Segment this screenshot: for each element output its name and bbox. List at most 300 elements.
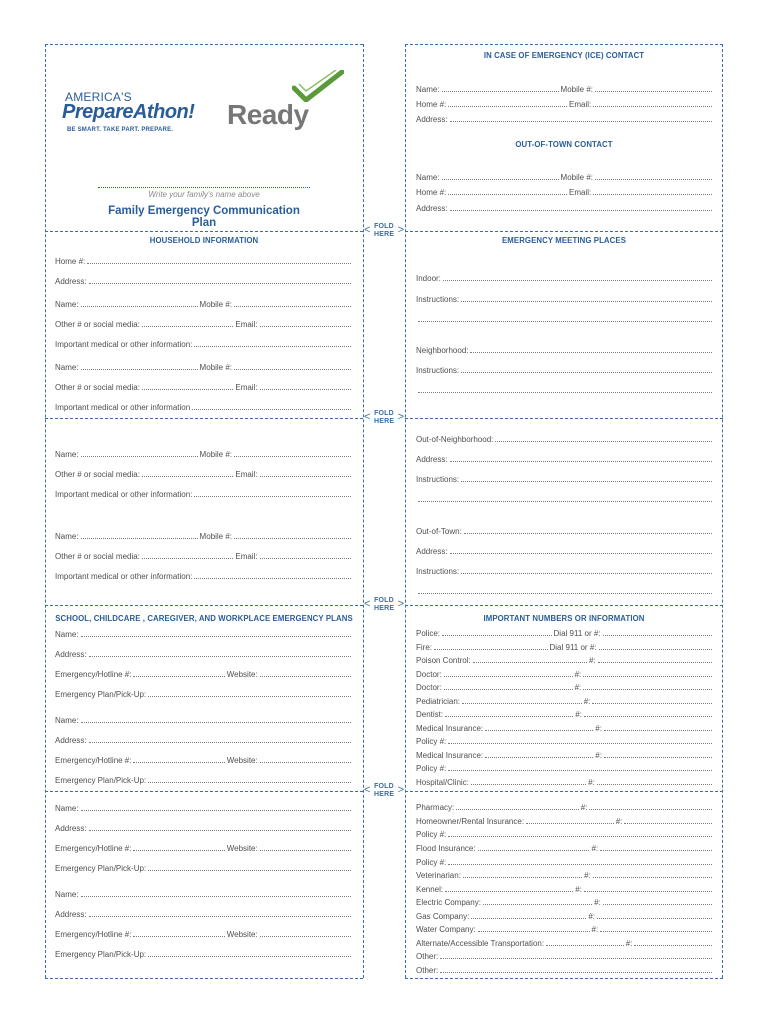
field-label: Other # or social media: xyxy=(55,320,140,329)
school-plan-row[interactable] xyxy=(55,774,353,785)
field-label: Other # or social media: xyxy=(55,470,140,479)
field-label: #: xyxy=(615,817,623,826)
member-medical-row[interactable] xyxy=(55,338,353,349)
field-label: Hospital/Clinic: xyxy=(416,778,469,787)
website-field[interactable] xyxy=(260,935,351,937)
household-home-row[interactable] xyxy=(55,255,353,266)
field-label: #: xyxy=(588,912,596,921)
address-field[interactable] xyxy=(89,282,351,284)
field-label: Instructions: xyxy=(416,567,460,576)
instructions-row[interactable] xyxy=(416,473,714,484)
school-hotline-row[interactable] xyxy=(55,754,353,765)
left-top-border xyxy=(45,44,363,45)
field-label: #: xyxy=(588,778,595,787)
plan-title: Family Emergency Communication Plan xyxy=(108,205,300,229)
social-media-field[interactable] xyxy=(142,475,233,477)
school-name-row[interactable] xyxy=(55,888,353,899)
instructions-field[interactable] xyxy=(461,480,712,482)
fold-label: HERE xyxy=(374,605,395,612)
school-address-row[interactable] xyxy=(55,734,353,745)
member-other-row[interactable] xyxy=(55,318,353,329)
field-label: Policy #: xyxy=(416,764,447,773)
email-field[interactable] xyxy=(593,193,712,195)
name-field[interactable] xyxy=(81,305,198,307)
out-neighborhood-row[interactable] xyxy=(416,433,714,444)
other-field[interactable] xyxy=(440,971,712,973)
field-label: Address: xyxy=(416,204,448,213)
home-phone-field[interactable] xyxy=(448,105,567,107)
field-label: #: xyxy=(591,844,599,853)
member-other-row[interactable] xyxy=(55,468,353,479)
email-field[interactable] xyxy=(593,105,712,107)
ready-checkmark-icon xyxy=(292,70,344,102)
field-label: #: xyxy=(595,724,602,733)
field-label: Important medical or other information xyxy=(55,403,191,412)
oot-address-row[interactable] xyxy=(416,202,714,213)
home-phone-field[interactable] xyxy=(448,193,567,195)
member-name-row[interactable] xyxy=(55,361,353,372)
name-field[interactable] xyxy=(81,455,198,457)
ice-address-row[interactable] xyxy=(416,113,714,124)
home-phone-field[interactable] xyxy=(87,262,351,264)
americas-logo-text: AMERICA'S xyxy=(65,90,132,104)
fold-label: FOLD xyxy=(374,410,394,417)
field-label: Email: xyxy=(235,470,258,479)
pediatrician-number-field[interactable] xyxy=(592,702,712,704)
field-label: Other: xyxy=(416,952,439,961)
homeowner-insurance-row[interactable] xyxy=(416,815,714,826)
hotline-field[interactable] xyxy=(133,849,224,851)
hotline-field[interactable] xyxy=(133,675,224,677)
poison-field[interactable] xyxy=(473,661,587,663)
address-field[interactable] xyxy=(89,915,351,917)
family-name-hint: Write your family's name above xyxy=(148,190,260,199)
field-label: #: xyxy=(589,656,596,665)
gas-row[interactable] xyxy=(416,910,714,921)
instructions-field[interactable] xyxy=(418,391,712,393)
field-label: Doctor: xyxy=(416,670,442,679)
email-field[interactable] xyxy=(260,325,351,327)
family-name-line[interactable] xyxy=(98,187,310,188)
hospital-field[interactable] xyxy=(471,783,586,785)
field-label: Name: xyxy=(55,450,79,459)
field-label: Emergency Plan/Pick-Up: xyxy=(55,950,147,959)
out-neighborhood-field[interactable] xyxy=(495,440,712,442)
instructions-field[interactable] xyxy=(418,592,712,594)
instructions-row[interactable] xyxy=(416,293,714,304)
household-info-title: HOUSEHOLD INFORMATION xyxy=(149,236,259,245)
field-label: Name: xyxy=(416,173,440,182)
field-label: Address: xyxy=(416,115,448,124)
alt-transport-row[interactable] xyxy=(416,937,714,948)
instructions-row[interactable] xyxy=(416,364,714,375)
left-inner-border xyxy=(363,44,364,978)
field-label: #: xyxy=(583,697,591,706)
hotline-field[interactable] xyxy=(133,935,224,937)
fold-here-marker xyxy=(364,781,404,803)
fold-line xyxy=(45,231,363,232)
school-plans-title: SCHOOL, CHILDCARE , CAREGIVER, AND WORKPLACE EMERGENCY PLANS xyxy=(55,614,353,623)
policy-row[interactable] xyxy=(416,828,714,839)
insurance-number-field[interactable] xyxy=(604,756,712,758)
fold-here-marker xyxy=(364,595,404,617)
field-label: Email: xyxy=(235,383,258,392)
insurance-field[interactable] xyxy=(485,729,593,731)
left-bottom-border xyxy=(45,978,363,979)
pickup-plan-field[interactable] xyxy=(148,955,351,957)
doctor-row[interactable] xyxy=(416,681,714,692)
electric-row[interactable] xyxy=(416,896,714,907)
school-address-row[interactable] xyxy=(55,908,353,919)
transport-number-field[interactable] xyxy=(634,944,712,946)
field-label: Policy #: xyxy=(416,737,447,746)
field-label: Home #: xyxy=(55,257,86,266)
field-label: Fire: xyxy=(416,643,432,652)
pharmacy-field[interactable] xyxy=(456,808,579,810)
other-row[interactable] xyxy=(416,964,714,975)
mobile-field[interactable] xyxy=(595,178,712,180)
other-row[interactable] xyxy=(416,950,714,961)
member-other-row[interactable] xyxy=(55,381,353,392)
mobile-field[interactable] xyxy=(234,305,351,307)
name-field[interactable] xyxy=(442,178,559,180)
kennel-row[interactable] xyxy=(416,883,714,894)
flood-number-field[interactable] xyxy=(600,849,712,851)
school-hotline-row[interactable] xyxy=(55,928,353,939)
field-label: Name: xyxy=(55,804,79,813)
member-medical-row[interactable] xyxy=(55,401,353,412)
field-label: #: xyxy=(595,751,602,760)
field-label: Address: xyxy=(416,547,448,556)
social-media-field[interactable] xyxy=(142,388,233,390)
policy-field[interactable] xyxy=(448,742,712,744)
pediatrician-row[interactable] xyxy=(416,695,714,706)
homeowner-number-field[interactable] xyxy=(624,822,712,824)
mobile-field[interactable] xyxy=(234,455,351,457)
name-field[interactable] xyxy=(81,635,351,637)
field-label: Other: xyxy=(416,966,439,975)
important-numbers-title: IMPORTANT NUMBERS OR INFORMATION xyxy=(483,614,645,623)
mobile-field[interactable] xyxy=(234,537,351,539)
doctor-field[interactable] xyxy=(444,675,573,677)
indoor-row[interactable] xyxy=(416,272,714,283)
fire-number-field[interactable] xyxy=(599,648,713,650)
water-field[interactable] xyxy=(478,930,590,932)
field-label: Important medical or other information: xyxy=(55,340,193,349)
field-label: #: xyxy=(625,939,633,948)
field-label: Mobile #: xyxy=(560,85,594,94)
social-media-field[interactable] xyxy=(142,325,233,327)
address-row[interactable] xyxy=(416,545,714,556)
field-label: Home #: xyxy=(416,100,447,109)
doctor-row[interactable] xyxy=(416,668,714,679)
fold-arrow-right-icon: > xyxy=(397,784,404,796)
policy-row[interactable] xyxy=(416,735,714,746)
logo-tagline: BE SMART. TAKE PART. PREPARE. xyxy=(67,127,174,133)
vet-field[interactable] xyxy=(463,876,582,878)
out-of-town-field[interactable] xyxy=(464,532,712,534)
field-label: #: xyxy=(591,925,599,934)
field-label: #: xyxy=(574,670,582,679)
kennel-field[interactable] xyxy=(445,890,573,892)
field-label: Mobile #: xyxy=(199,300,233,309)
field-label: Address: xyxy=(416,455,448,464)
name-field[interactable] xyxy=(81,895,351,897)
field-label: Name: xyxy=(55,532,79,541)
email-field[interactable] xyxy=(260,475,351,477)
neighborhood-row[interactable] xyxy=(416,344,714,355)
name-field[interactable] xyxy=(81,537,198,539)
vet-number-field[interactable] xyxy=(593,876,712,878)
field-label: Website: xyxy=(226,756,258,765)
fold-line xyxy=(405,791,723,792)
water-row[interactable] xyxy=(416,923,714,934)
member-name-row[interactable] xyxy=(55,530,353,541)
hotline-field[interactable] xyxy=(133,761,224,763)
mobile-field[interactable] xyxy=(234,368,351,370)
doctor-number-field[interactable] xyxy=(583,688,712,690)
school-hotline-row[interactable] xyxy=(55,668,353,679)
website-field[interactable] xyxy=(260,849,351,851)
neighborhood-field[interactable] xyxy=(470,351,712,353)
pickup-plan-field[interactable] xyxy=(148,781,351,783)
medical-insurance-row[interactable] xyxy=(416,722,714,733)
doctor-field[interactable] xyxy=(444,688,573,690)
flood-insurance-row[interactable] xyxy=(416,842,714,853)
address-field[interactable] xyxy=(89,741,351,743)
school-plan-row[interactable] xyxy=(55,862,353,873)
instructions-field[interactable] xyxy=(461,572,712,574)
pharmacy-row[interactable] xyxy=(416,801,714,812)
electric-field[interactable] xyxy=(483,903,592,905)
fold-label: FOLD xyxy=(374,783,394,790)
gas-number-field[interactable] xyxy=(597,917,712,919)
school-plan-row[interactable] xyxy=(55,688,353,699)
mobile-field[interactable] xyxy=(595,90,712,92)
field-label: Website: xyxy=(226,930,258,939)
school-hotline-row[interactable] xyxy=(55,842,353,853)
school-address-row[interactable] xyxy=(55,822,353,833)
dentist-number-field[interactable] xyxy=(584,715,712,717)
field-label: Dial 911 or #: xyxy=(553,629,601,638)
field-label: Out-of-Neighborhood: xyxy=(416,435,494,444)
fold-arrow-left-icon: < xyxy=(364,411,371,423)
medical-info-field[interactable] xyxy=(192,408,351,410)
fire-row[interactable] xyxy=(416,641,714,652)
field-label: Mobile #: xyxy=(199,450,233,459)
insurance-field[interactable] xyxy=(485,756,593,758)
ice-name-row[interactable] xyxy=(416,83,714,94)
field-label: Name: xyxy=(55,630,79,639)
fold-label: FOLD xyxy=(374,223,394,230)
social-media-field[interactable] xyxy=(142,557,233,559)
instructions-row[interactable] xyxy=(416,565,714,576)
field-label: Policy #: xyxy=(416,858,447,867)
medical-info-field[interactable] xyxy=(194,495,351,497)
address-field[interactable] xyxy=(450,120,712,122)
poison-number-field[interactable] xyxy=(598,661,712,663)
field-label: Flood Insurance: xyxy=(416,844,476,853)
school-address-row[interactable] xyxy=(55,648,353,659)
fold-arrow-right-icon: > xyxy=(397,598,404,610)
address-field[interactable] xyxy=(450,460,712,462)
pickup-plan-field[interactable] xyxy=(148,869,351,871)
address-field[interactable] xyxy=(450,209,712,211)
fold-arrow-left-icon: < xyxy=(364,224,371,236)
medical-info-field[interactable] xyxy=(194,577,351,579)
policy-row[interactable] xyxy=(416,856,714,867)
school-name-row[interactable] xyxy=(55,714,353,725)
oot-home-row[interactable] xyxy=(416,186,714,197)
fire-field[interactable] xyxy=(434,648,548,650)
field-label: Address: xyxy=(55,277,87,286)
medical-insurance-row[interactable] xyxy=(416,749,714,760)
website-field[interactable] xyxy=(260,675,351,677)
instructions-continuation-row[interactable] xyxy=(416,493,714,504)
policy-field[interactable] xyxy=(448,835,712,837)
instructions-field[interactable] xyxy=(418,500,712,502)
field-label: Emergency Plan/Pick-Up: xyxy=(55,776,147,785)
field-label: Mobile #: xyxy=(199,363,233,372)
school-name-row[interactable] xyxy=(55,802,353,813)
instructions-field[interactable] xyxy=(461,300,712,302)
field-label: Dial 911 or #: xyxy=(549,643,597,652)
gas-field[interactable] xyxy=(471,917,586,919)
field-label: Name: xyxy=(55,363,79,372)
meeting-places-title: EMERGENCY MEETING PLACES xyxy=(502,236,626,245)
address-field[interactable] xyxy=(89,655,351,657)
policy-field[interactable] xyxy=(448,769,712,771)
water-number-field[interactable] xyxy=(600,930,712,932)
prepareathon-logo: PrepareAthon! xyxy=(62,101,195,123)
address-field[interactable] xyxy=(450,552,712,554)
field-label: Doctor: xyxy=(416,683,442,692)
member-name-row[interactable] xyxy=(55,448,353,459)
policy-field[interactable] xyxy=(448,863,712,865)
hospital-row[interactable] xyxy=(416,776,714,787)
field-label: Indoor: xyxy=(416,274,441,283)
name-field[interactable] xyxy=(81,809,351,811)
fold-line xyxy=(45,791,363,792)
field-label: Instructions: xyxy=(416,366,460,375)
field-label: Home #: xyxy=(416,188,447,197)
hospital-number-field[interactable] xyxy=(597,783,712,785)
member-medical-row[interactable] xyxy=(55,570,353,581)
ice-home-row[interactable] xyxy=(416,98,714,109)
out-of-town-contact-title: OUT-OF-TOWN CONTACT xyxy=(515,140,613,149)
medical-info-field[interactable] xyxy=(194,345,351,347)
fold-here-marker xyxy=(364,408,404,430)
name-field[interactable] xyxy=(81,368,198,370)
right-outer-border xyxy=(722,44,723,978)
pickup-plan-field[interactable] xyxy=(148,695,351,697)
field-label: Address: xyxy=(55,650,87,659)
instructions-field[interactable] xyxy=(418,320,712,322)
name-field[interactable] xyxy=(81,721,351,723)
pediatrician-field[interactable] xyxy=(462,702,582,704)
field-label: Out-of-Town: xyxy=(416,527,462,536)
kennel-number-field[interactable] xyxy=(584,890,712,892)
field-label: Name: xyxy=(55,300,79,309)
name-field[interactable] xyxy=(442,90,559,92)
fold-line xyxy=(405,231,723,232)
field-label: Emergency/Hotline #: xyxy=(55,670,132,679)
field-label: Address: xyxy=(55,910,87,919)
household-address-row[interactable] xyxy=(55,275,353,286)
instructions-continuation-row[interactable] xyxy=(416,313,714,324)
out-of-town-row[interactable] xyxy=(416,525,714,536)
police-row[interactable] xyxy=(416,627,714,638)
field-label: Address: xyxy=(55,824,87,833)
right-bottom-border xyxy=(405,978,723,979)
email-field[interactable] xyxy=(260,557,351,559)
field-label: Policy #: xyxy=(416,830,447,839)
member-medical-row[interactable] xyxy=(55,488,353,499)
field-label: Website: xyxy=(226,670,258,679)
instructions-continuation-row[interactable] xyxy=(416,384,714,395)
oot-name-row[interactable] xyxy=(416,171,714,182)
fold-line xyxy=(45,418,363,419)
field-label: Medical Insurance: xyxy=(416,751,484,760)
transport-field[interactable] xyxy=(546,944,624,946)
field-label: Email: xyxy=(235,552,258,561)
dentist-row[interactable] xyxy=(416,708,714,719)
school-plan-row[interactable] xyxy=(55,948,353,959)
insurance-number-field[interactable] xyxy=(604,729,712,731)
pharmacy-number-field[interactable] xyxy=(589,808,712,810)
dentist-field[interactable] xyxy=(445,715,573,717)
left-outer-border xyxy=(45,44,46,978)
poison-row[interactable] xyxy=(416,654,714,665)
fold-arrow-right-icon: > xyxy=(397,224,404,236)
fold-line xyxy=(405,418,723,419)
member-other-row[interactable] xyxy=(55,550,353,561)
indoor-field[interactable] xyxy=(443,279,712,281)
address-field[interactable] xyxy=(89,829,351,831)
field-label: Other # or social media: xyxy=(55,552,140,561)
field-label: Address: xyxy=(55,736,87,745)
field-label: Name: xyxy=(416,85,440,94)
field-label: #: xyxy=(575,710,582,719)
website-field[interactable] xyxy=(260,761,351,763)
flood-field[interactable] xyxy=(478,849,590,851)
fold-line xyxy=(45,605,363,606)
field-label: Veterinarian: xyxy=(416,871,461,880)
electric-number-field[interactable] xyxy=(603,903,712,905)
email-field[interactable] xyxy=(260,388,351,390)
police-field[interactable] xyxy=(442,634,552,636)
other-field[interactable] xyxy=(440,957,712,959)
field-label: #: xyxy=(580,803,588,812)
field-label: #: xyxy=(574,683,582,692)
field-label: Electric Company: xyxy=(416,898,481,907)
field-label: Medical Insurance: xyxy=(416,724,484,733)
field-label: Poison Control: xyxy=(416,656,471,665)
school-name-row[interactable] xyxy=(55,628,353,639)
field-label: Neighborhood: xyxy=(416,346,469,355)
instructions-continuation-row[interactable] xyxy=(416,585,714,596)
address-row[interactable] xyxy=(416,453,714,464)
homeowner-field[interactable] xyxy=(526,822,614,824)
field-label: Email: xyxy=(569,188,592,197)
instructions-field[interactable] xyxy=(461,371,712,373)
member-name-row[interactable] xyxy=(55,298,353,309)
veterinarian-row[interactable] xyxy=(416,869,714,880)
policy-row[interactable] xyxy=(416,762,714,773)
field-label: Kennel: xyxy=(416,885,444,894)
doctor-number-field[interactable] xyxy=(583,675,712,677)
police-number-field[interactable] xyxy=(603,634,713,636)
